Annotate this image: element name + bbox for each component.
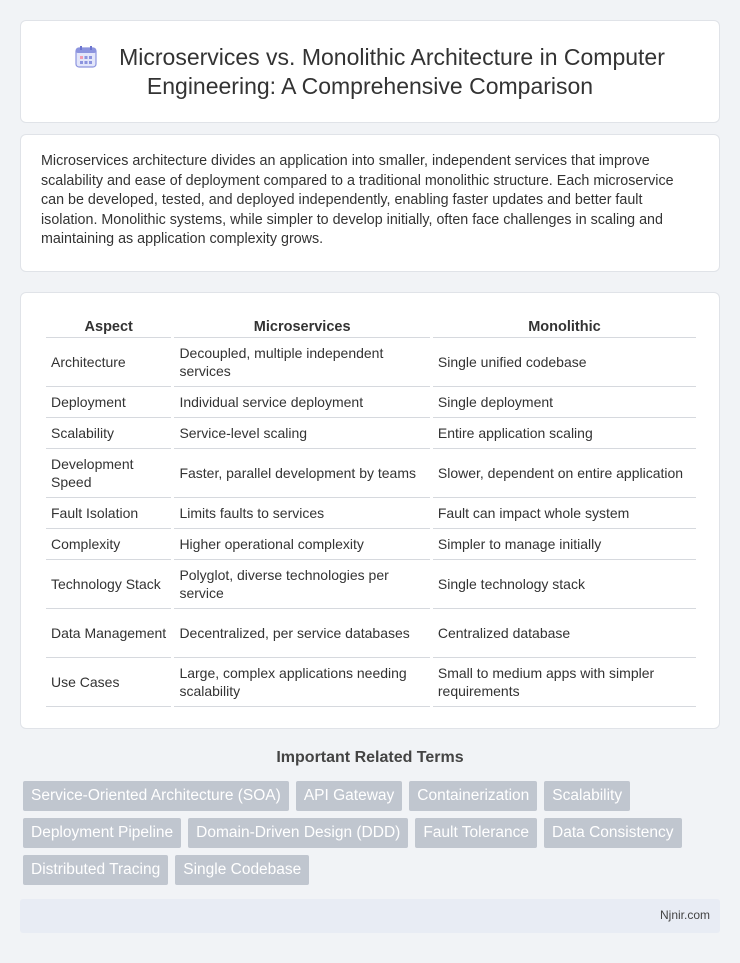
table-header-row	[46, 313, 696, 338]
title-wrap	[51, 21, 689, 122]
comparison-card	[20, 292, 720, 729]
page-title-text: Microservices vs. Monolithic Architecture in Computer Engineering: A Comprehensive Comparison	[119, 43, 665, 99]
cell-microservices: Service-level scaling	[174, 418, 429, 449]
title-card	[20, 20, 720, 123]
cell-monolithic: Single deployment	[433, 387, 696, 418]
related-terms-heading: Important Related Terms	[276, 749, 464, 766]
header-aspect: Aspect	[46, 313, 171, 338]
header-monolithic: Monolithic	[433, 313, 696, 338]
tag-soa[interactable]: Service-Oriented Architecture (SOA)	[23, 781, 289, 811]
tag-distributed-tracing[interactable]: Distributed Tracing	[23, 855, 168, 885]
cell-aspect: Architecture	[46, 338, 171, 387]
cell-microservices: Decentralized, per service databases	[174, 609, 429, 658]
tag-deployment-pipeline[interactable]: Deployment Pipeline	[23, 818, 181, 848]
tag-scalability[interactable]: Scalability	[544, 781, 630, 811]
related-terms-list	[23, 781, 713, 892]
cell-aspect: Development Speed	[46, 449, 171, 498]
table-row	[46, 609, 696, 658]
cell-microservices: Higher operational complexity	[174, 529, 429, 560]
tag-fault-tolerance[interactable]: Fault Tolerance	[415, 818, 537, 848]
tag-ddd[interactable]: Domain-Driven Design (DDD)	[188, 818, 408, 848]
table-row	[46, 449, 696, 498]
cell-microservices: Decoupled, multiple independent services	[174, 338, 429, 387]
tag-single-codebase[interactable]: Single Codebase	[175, 855, 309, 885]
tag-row	[23, 781, 713, 811]
cell-monolithic: Entire application scaling	[433, 418, 696, 449]
cell-aspect: Technology Stack	[46, 560, 171, 609]
cell-aspect: Complexity	[46, 529, 171, 560]
cell-microservices: Limits faults to services	[174, 498, 429, 529]
cell-monolithic: Slower, dependent on entire application	[433, 449, 696, 498]
table-row	[46, 658, 696, 707]
tag-data-consistency[interactable]: Data Consistency	[544, 818, 681, 848]
cell-monolithic: Simpler to manage initially	[433, 529, 696, 560]
tag-api-gateway[interactable]: API Gateway	[296, 781, 402, 811]
cell-monolithic: Single unified codebase	[433, 338, 696, 387]
cell-aspect: Data Management	[46, 609, 171, 658]
page-title	[51, 43, 689, 101]
table-row	[46, 498, 696, 529]
cell-microservices: Individual service deployment	[174, 387, 429, 418]
comparison-table	[43, 313, 699, 707]
table-row	[46, 529, 696, 560]
footer	[20, 899, 720, 933]
intro-paragraph: Microservices architecture divides an application into smaller, independent services that improve scalability and ease of deployment compared to a traditional monolithic structure. Each microservice can be developed, tested, and deployed independently, enabling faster updates and better fault isolation. Monolithic systems, while simpler to develop initially, often face challenges in scaling and maintaining as application complexity grows.	[41, 153, 674, 248]
cell-aspect: Deployment	[46, 387, 171, 418]
table-row	[46, 418, 696, 449]
cell-monolithic: Small to medium apps with simpler requirements	[433, 658, 696, 707]
footer-site-link[interactable]: Njnir.com	[659, 908, 710, 922]
cell-monolithic: Centralized database	[433, 609, 696, 658]
cell-aspect: Use Cases	[46, 658, 171, 707]
cell-aspect: Fault Isolation	[46, 498, 171, 529]
tag-row	[23, 855, 713, 885]
cell-microservices: Large, complex applications needing scalability	[174, 658, 429, 707]
cell-microservices: Polyglot, diverse technologies per service	[174, 560, 429, 609]
cell-monolithic: Single technology stack	[433, 560, 696, 609]
cell-aspect: Scalability	[46, 418, 171, 449]
table-row	[46, 387, 696, 418]
tag-row	[23, 818, 713, 848]
table-row	[46, 338, 696, 387]
header-microservices: Microservices	[174, 313, 429, 338]
intro-card	[20, 134, 720, 272]
tag-containerization[interactable]: Containerization	[409, 781, 537, 811]
cell-microservices: Faster, parallel development by teams	[174, 449, 429, 498]
calendar-icon	[75, 46, 97, 68]
table-row	[46, 560, 696, 609]
cell-monolithic: Fault can impact whole system	[433, 498, 696, 529]
